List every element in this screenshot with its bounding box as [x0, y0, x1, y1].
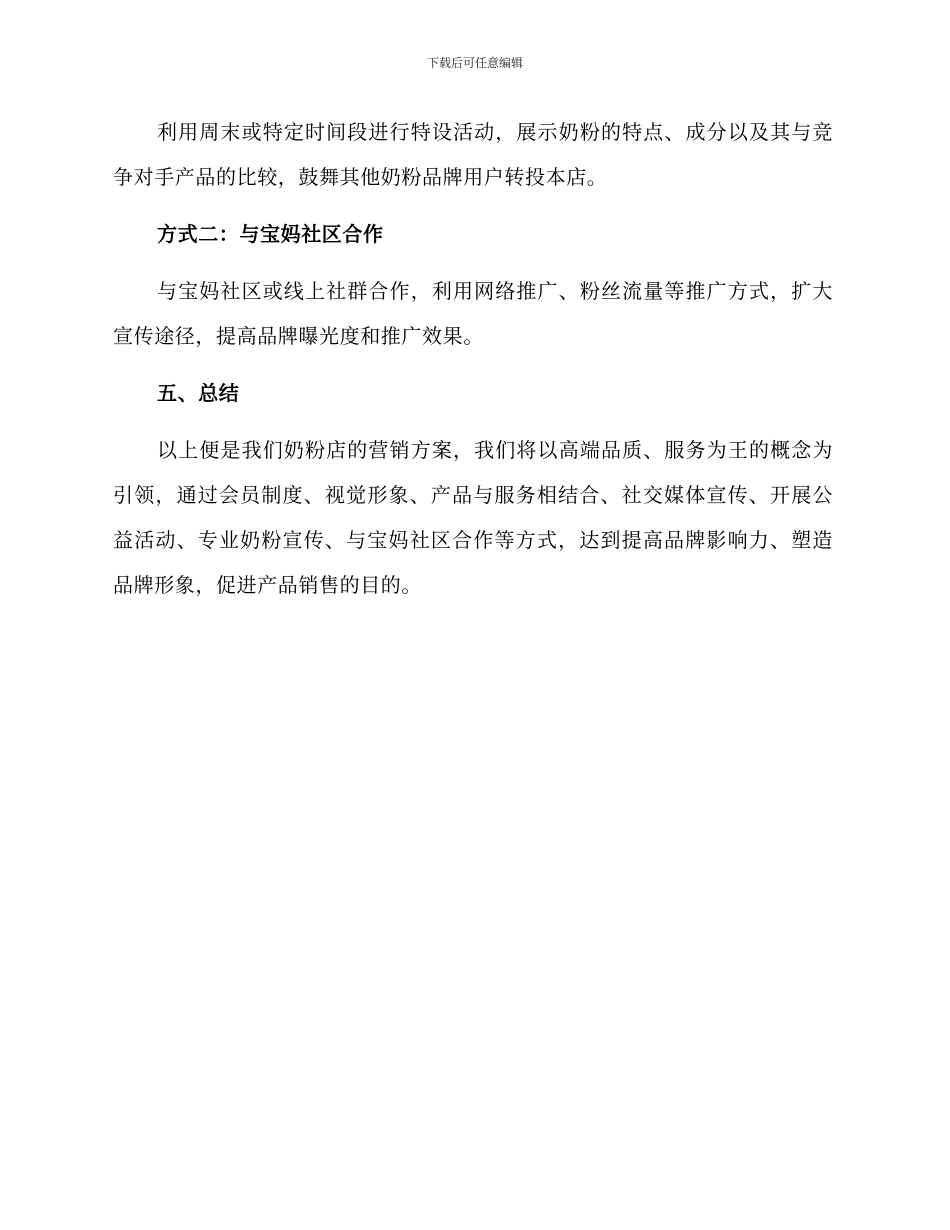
section-heading-method-two: 方式二：与宝妈社区合作: [157, 222, 384, 246]
header-note: 下载后可任意编辑: [426, 56, 523, 70]
paragraph-promotion-activity: 利用周末或特定时间段进行特设活动，展示奶粉的特点、成分以及其与竞争对手产品的比较，鼓舞其他奶粉品牌用户转投本店。: [113, 120, 833, 189]
section-heading-summary: 五、总结: [157, 381, 240, 405]
paragraph-summary: 以上便是我们奶粉店的营销方案，我们将以高端品质、服务为王的概念为引领，通过会员制度、视觉形象、产品与服务相结合、社交媒体宣传、开展公益活动、专业奶粉宣传、与宝妈社区合作等方式，达到提高品牌影响力、塑造品牌形象，促进产品销售的目的。: [113, 438, 833, 597]
document-body: [113, 110, 833, 608]
paragraph-community-cooperation: 与宝妈社区或线上社群合作，利用网络推广、粉丝流量等推广方式，扩大宣传途径，提高品牌曝光度和推广效果。: [113, 279, 833, 348]
